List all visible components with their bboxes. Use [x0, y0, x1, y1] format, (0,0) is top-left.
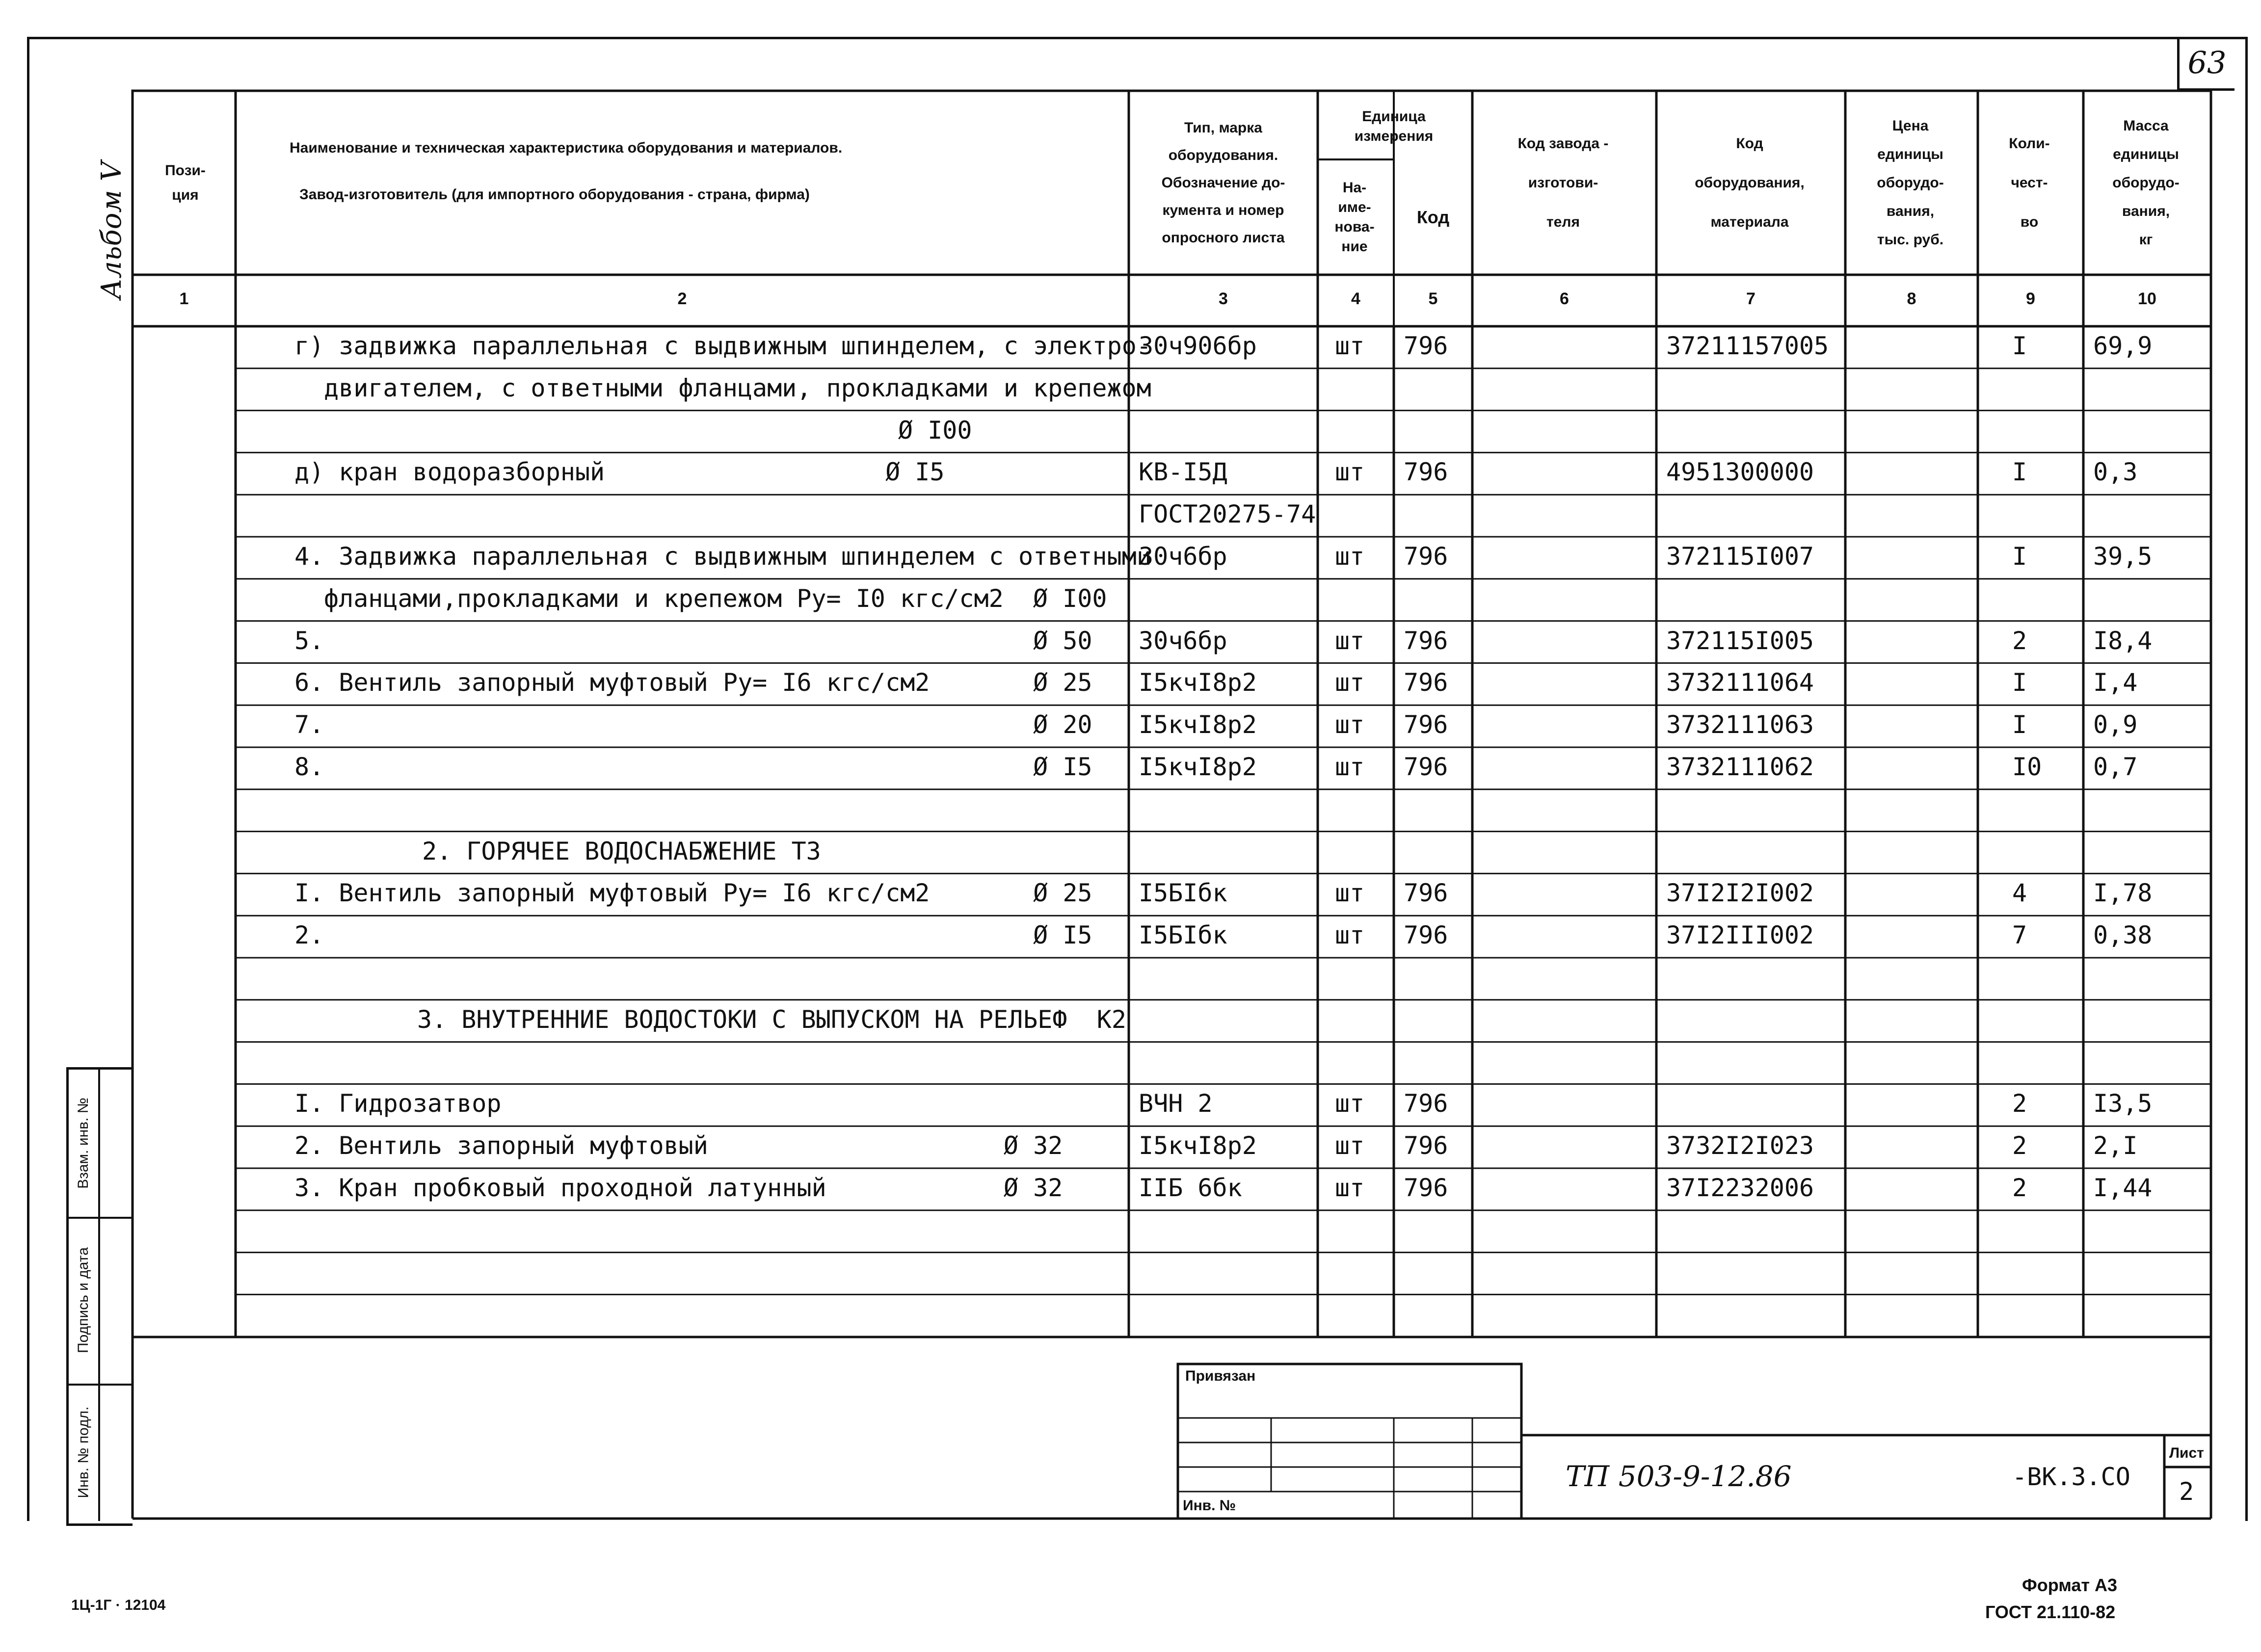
- header-mass: Масса единицы оборудо- вания, кг: [2112, 117, 2180, 248]
- header-factory: Код завода - изготови- теля: [1517, 135, 1609, 230]
- row-6-type: 30ч6бр: [1139, 542, 1227, 571]
- row-6-mass: 39,5: [2093, 542, 2153, 571]
- row-2-name: двигателем, с ответными фланцами, прокладками и крепежом: [324, 373, 1151, 402]
- row-4-type: КВ-I5Д: [1139, 458, 1227, 487]
- column-number-9: 9: [2026, 289, 2035, 308]
- footer-gost: ГОСТ 21.110-82: [1985, 1602, 2116, 1622]
- row-15-mass: 0,38: [2093, 921, 2153, 950]
- row-6-code: 796: [1404, 542, 1448, 571]
- row-21-name: 3. Кран пробковый проходной латунный Ø 32: [294, 1174, 1063, 1202]
- row-6-qty: I: [2012, 542, 2027, 571]
- header-unit-name: На- име- нова- ние: [1334, 179, 1375, 255]
- row-15-name: 2. Ø I5: [294, 921, 1092, 950]
- row-20-name: 2. Вентиль запорный муфтовый Ø 32: [294, 1131, 1063, 1160]
- row-4-name: д) кран водоразборный Ø I5: [294, 458, 945, 487]
- approval-sidebar: [66, 1067, 133, 1526]
- row-8-qty: 2: [2012, 626, 2027, 655]
- stamp-attached-label: Привязан: [1185, 1368, 1256, 1384]
- row-17-name: 3. ВНУТРЕННИЕ ВОДОСТОКИ С ВЫПУСКОМ НА РЕЛЬЕФ К2: [417, 1005, 1126, 1034]
- row-3-name: Ø I00: [898, 416, 972, 445]
- row-11-mass: 0,7: [2093, 753, 2138, 781]
- row-4-equip: 4951300000: [1666, 458, 1814, 487]
- sheet-label: Лист: [2169, 1445, 2204, 1461]
- row-19-mass: I3,5: [2093, 1089, 2153, 1118]
- row-14-qty: 4: [2012, 879, 2027, 908]
- row-11-name: 8. Ø I5: [294, 753, 1092, 781]
- footer-left: 1Ц-1Г · 12104: [71, 1597, 166, 1613]
- row-21-equip: 37I2232006: [1666, 1174, 1814, 1202]
- header-name-2: Завод-изготовитель (для импортного оборудования - страна, фирма): [299, 186, 810, 203]
- row-11-equip: 3732111062: [1666, 753, 1814, 781]
- row-1-equip: 37211157005: [1666, 332, 1829, 360]
- row-14-type: I5БIбк: [1139, 879, 1227, 908]
- header-name-1: Наименование и техническая характеристика оборудования и материалов.: [290, 140, 843, 156]
- header-unit: Единица измерения: [1354, 108, 1434, 144]
- row-4-code: 796: [1404, 458, 1448, 487]
- row-20-equip: 3732I2I023: [1666, 1131, 1814, 1160]
- row-9-type: I5кчI8р2: [1139, 668, 1257, 697]
- row-5-type: ГОСТ20275-74: [1139, 500, 1316, 529]
- row-8-code: 796: [1404, 626, 1448, 655]
- row-9-equip: 3732111064: [1666, 668, 1814, 697]
- row-8-unit: шт: [1335, 626, 1365, 655]
- row-6-name: 4. Задвижка параллельная с выдвижным шпинделем с ответными: [294, 542, 1151, 571]
- row-21-type: IIБ 6бк: [1139, 1174, 1242, 1202]
- row-10-unit: шт: [1335, 710, 1365, 739]
- row-6-equip: 372115I007: [1666, 542, 1814, 571]
- sidebar-replace-inv: Взам. инв. №: [75, 1098, 92, 1189]
- row-14-equip: 37I2I2I002: [1666, 879, 1814, 908]
- row-9-name: 6. Вентиль запорный муфтовый Ру= I6 кгс/см2 Ø 25: [294, 668, 1092, 697]
- row-10-type: I5кчI8р2: [1139, 710, 1257, 739]
- row-9-qty: I: [2012, 668, 2027, 697]
- page-number: 63: [2177, 37, 2234, 91]
- row-10-name: 7. Ø 20: [294, 710, 1092, 739]
- column-number-1: 1: [179, 289, 189, 308]
- row-15-type: I5БIбк: [1139, 921, 1227, 950]
- column-number-7: 7: [1746, 289, 1756, 308]
- column-number-4: 4: [1351, 289, 1360, 308]
- row-1-type: 30ч906бр: [1139, 332, 1257, 360]
- row-10-equip: 3732111063: [1666, 710, 1814, 739]
- row-9-mass: I,4: [2093, 668, 2138, 697]
- row-1-qty: I: [2012, 332, 2027, 360]
- header-position: Пози- ция: [165, 162, 206, 203]
- row-21-qty: 2: [2012, 1174, 2027, 1202]
- row-14-mass: I,78: [2093, 879, 2153, 908]
- row-20-type: I5кчI8р2: [1139, 1131, 1257, 1160]
- row-9-code: 796: [1404, 668, 1448, 697]
- row-14-code: 796: [1404, 879, 1448, 908]
- row-21-code: 796: [1404, 1174, 1448, 1202]
- row-15-code: 796: [1404, 921, 1448, 950]
- row-1-name: г) задвижка параллельная с выдвижным шпинделем, с электро-: [294, 332, 1151, 360]
- row-4-qty: I: [2012, 458, 2027, 487]
- row-6-unit: шт: [1335, 542, 1365, 571]
- row-10-mass: 0,9: [2093, 710, 2138, 739]
- sidebar-inv-orig: Инв. № подл.: [75, 1406, 91, 1498]
- header-equip-code: Код оборудования, материала: [1695, 135, 1805, 230]
- row-10-qty: I: [2012, 710, 2027, 739]
- row-1-unit: шт: [1335, 332, 1365, 360]
- row-11-unit: шт: [1335, 753, 1365, 781]
- row-7-name: фланцами,прокладками и крепежом Ру= I0 кгс/см2 Ø I00: [324, 584, 1107, 613]
- row-15-qty: 7: [2012, 921, 2027, 950]
- header-qty: Коли- чест- во: [2009, 135, 2050, 230]
- row-19-qty: 2: [2012, 1089, 2027, 1118]
- row-8-mass: I8,4: [2093, 626, 2153, 655]
- row-4-mass: 0,3: [2093, 458, 2138, 487]
- row-20-qty: 2: [2012, 1131, 2027, 1160]
- header-unit-code: Код: [1416, 207, 1450, 227]
- column-number-2: 2: [677, 289, 687, 308]
- stamp-inv-label: Инв. №: [1183, 1497, 1236, 1514]
- column-number-10: 10: [2138, 289, 2156, 308]
- row-8-equip: 372115I005: [1666, 626, 1814, 655]
- row-14-unit: шт: [1335, 879, 1365, 908]
- row-15-unit: шт: [1335, 921, 1365, 950]
- header-type: Тип, марка оборудования. Обозначение до- кумента и номер опросного листа: [1161, 119, 1285, 246]
- column-number-8: 8: [1907, 289, 1916, 308]
- row-8-name: 5. Ø 50: [294, 626, 1092, 655]
- row-20-mass: 2,I: [2093, 1131, 2138, 1160]
- header-price: Цена единицы оборудо- вания, тыс. руб.: [1877, 117, 1944, 248]
- row-9-unit: шт: [1335, 668, 1365, 697]
- row-15-equip: 37I2III002: [1666, 921, 1814, 950]
- row-11-code: 796: [1404, 753, 1448, 781]
- row-20-code: 796: [1404, 1131, 1448, 1160]
- row-14-name: I. Вентиль запорный муфтовый Ру= I6 кгс/см2 Ø 25: [294, 879, 1092, 908]
- row-8-type: 30ч6бр: [1139, 626, 1227, 655]
- column-number-3: 3: [1219, 289, 1228, 308]
- row-10-code: 796: [1404, 710, 1448, 739]
- column-number-6: 6: [1560, 289, 1569, 308]
- row-11-type: I5кчI8р2: [1139, 753, 1257, 781]
- row-21-unit: шт: [1335, 1174, 1365, 1202]
- row-11-qty: I0: [2012, 753, 2042, 781]
- row-13-name: 2. ГОРЯЧЕЕ ВОДОСНАБЖЕНИЕ Т3: [422, 837, 821, 865]
- row-21-mass: I,44: [2093, 1174, 2153, 1202]
- footer-format: Формат А3: [2022, 1575, 2118, 1595]
- row-19-unit: шт: [1335, 1089, 1365, 1118]
- row-20-unit: шт: [1335, 1131, 1365, 1160]
- document-code: ТП 503-9-12.86: [1566, 1460, 1792, 1493]
- row-1-mass: 69,9: [2093, 332, 2153, 360]
- row-1-code: 796: [1404, 332, 1448, 360]
- document-suffix: -ВК.3.СО: [2012, 1463, 2130, 1491]
- row-4-unit: шт: [1335, 458, 1365, 487]
- row-19-type: ВЧН 2: [1139, 1089, 1213, 1118]
- album-label: Альбом V: [96, 161, 128, 299]
- row-19-code: 796: [1404, 1089, 1448, 1118]
- sheet-number: 2: [2179, 1477, 2194, 1506]
- column-number-5: 5: [1428, 289, 1438, 308]
- row-19-name: I. Гидрозатвор: [294, 1089, 502, 1118]
- sidebar-signature: Подпись и дата: [75, 1247, 91, 1353]
